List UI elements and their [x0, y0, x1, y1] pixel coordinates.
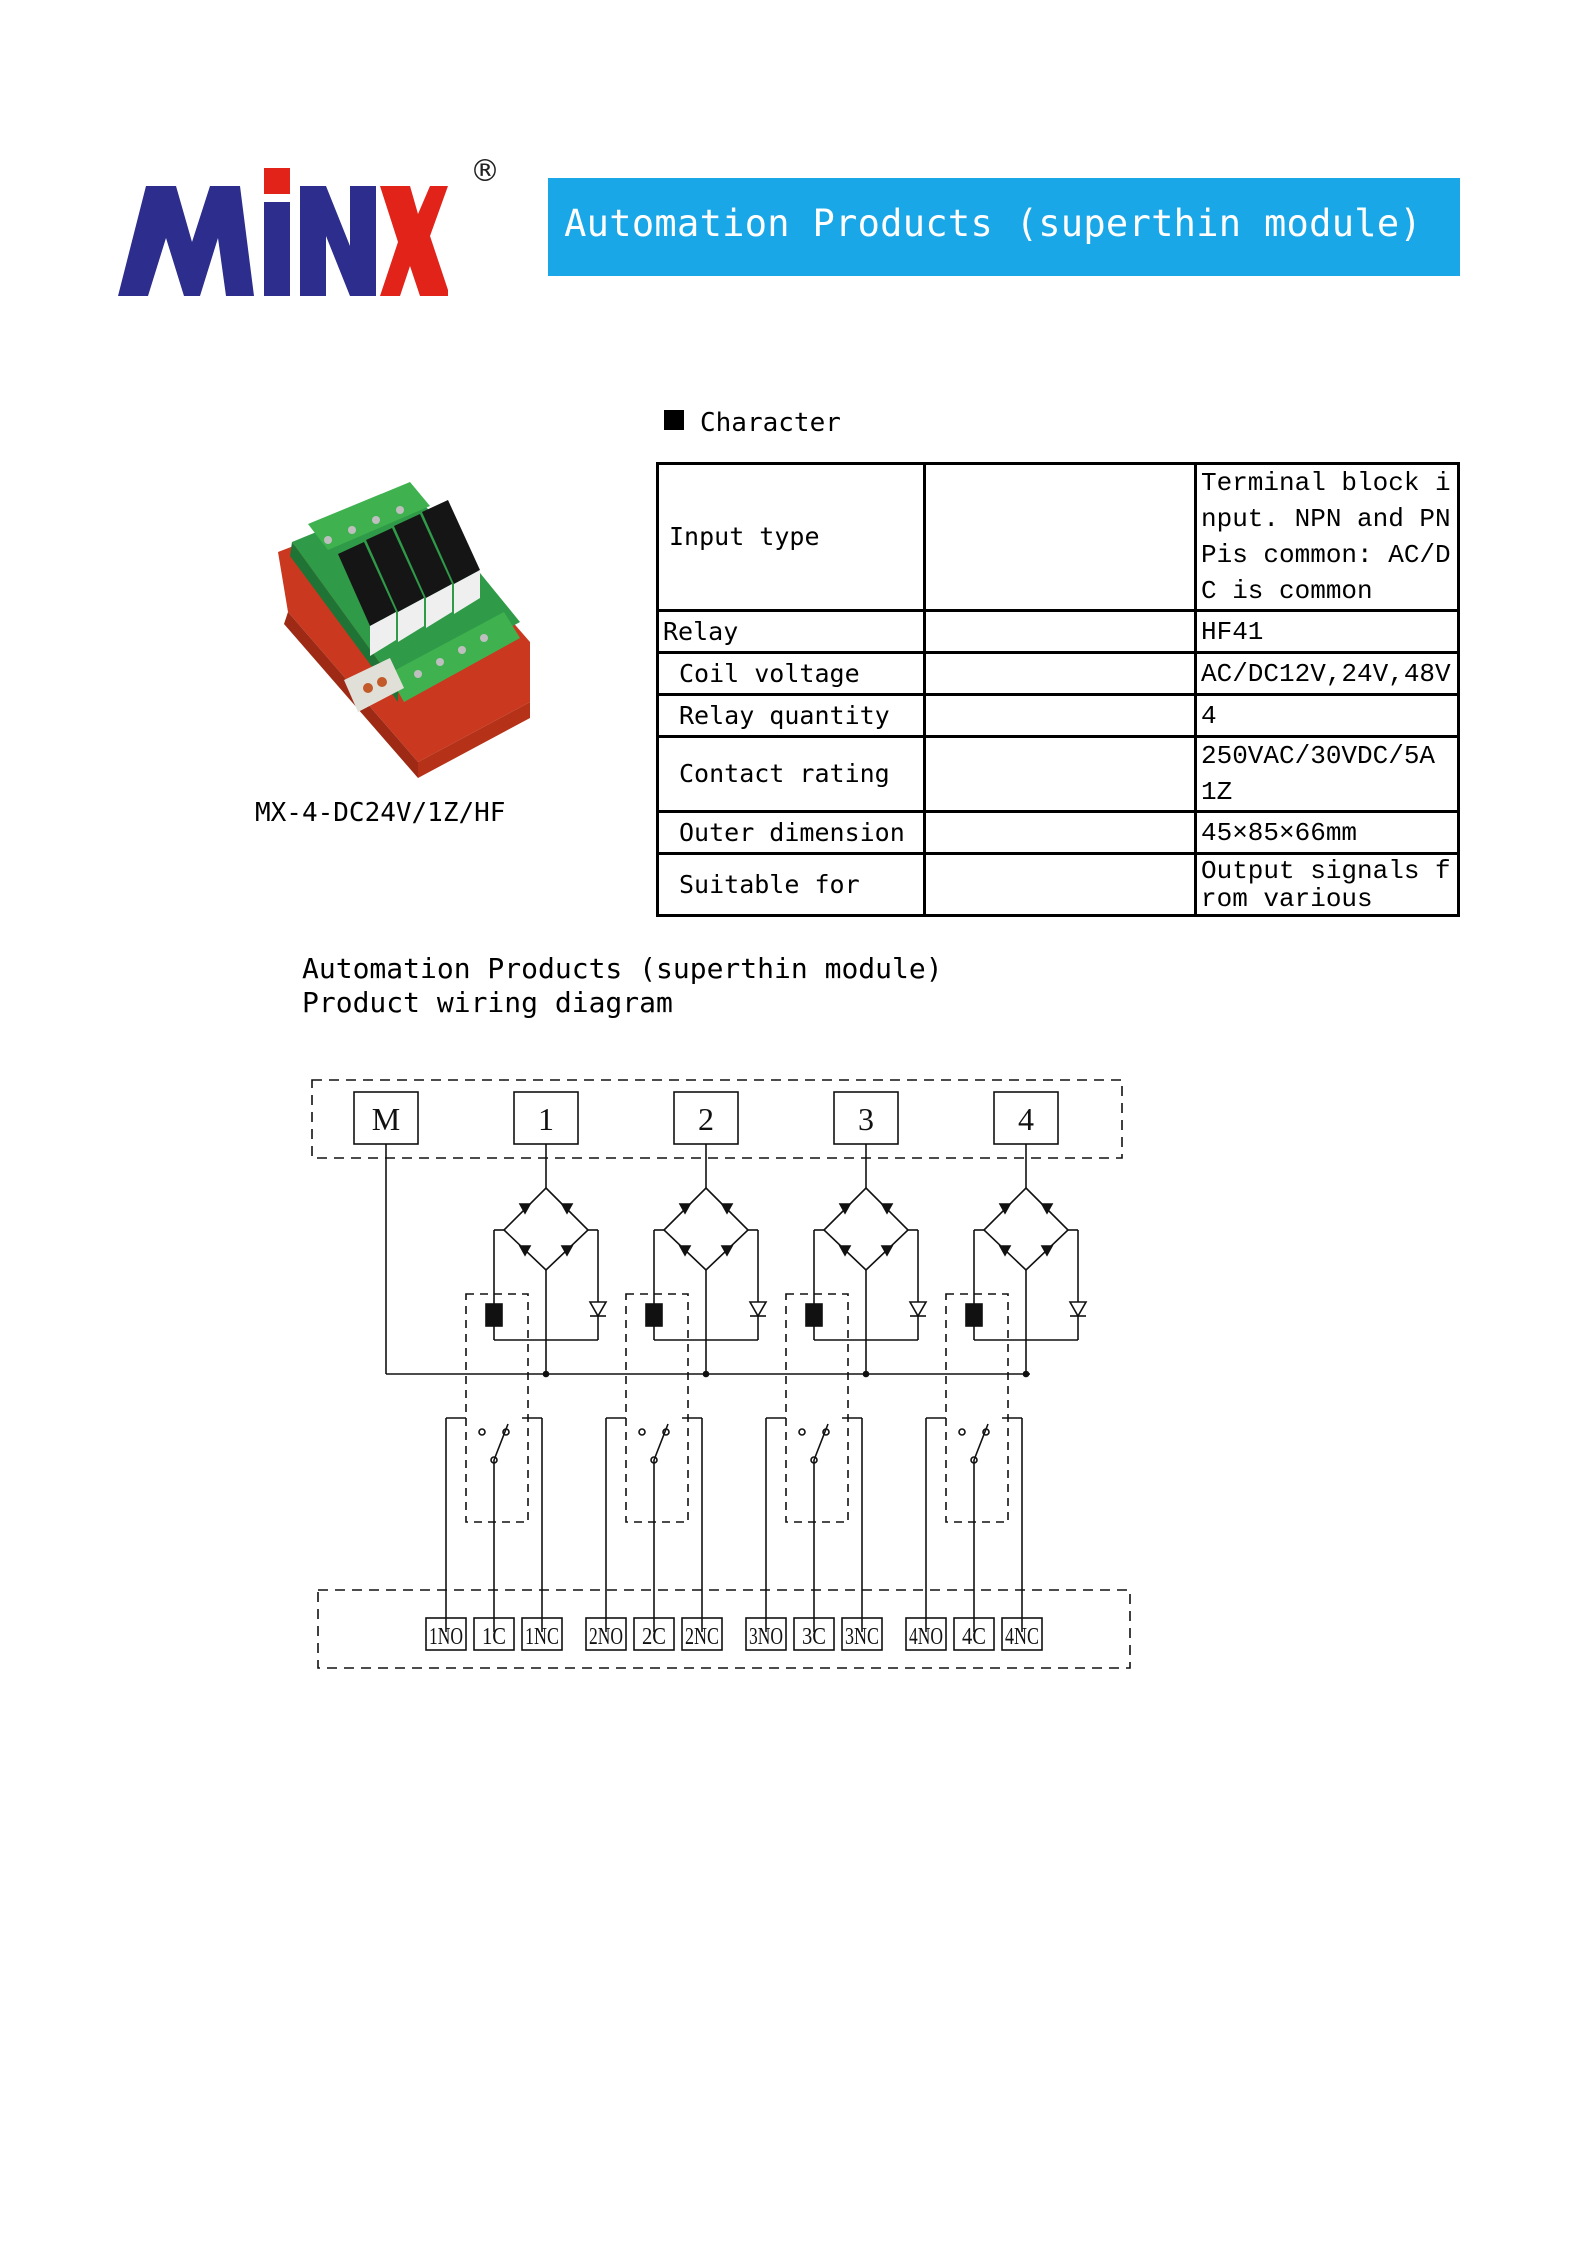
junction-dot: [864, 1372, 869, 1377]
led-icon: [590, 1302, 606, 1316]
relay-enclosure: [626, 1294, 688, 1522]
output-terminal-label: 3NC: [845, 1624, 879, 1650]
row-label: Outer dimension: [658, 812, 925, 854]
square-bullet-icon: [664, 410, 684, 430]
bridge-rectifier: [664, 1188, 748, 1270]
table-row: [658, 812, 1459, 854]
output-terminal-label: 4NO: [909, 1624, 943, 1650]
row-value: 45×85×66mm: [1196, 812, 1459, 854]
row-value: 250VAC/30VDC/5A 1Z: [1196, 737, 1459, 812]
switch-blade: [654, 1424, 668, 1460]
output-terminal-label: 1C: [482, 1624, 506, 1650]
row-middle: [925, 653, 1196, 695]
relay-coil-icon: [486, 1304, 502, 1326]
contact-terminal: [959, 1429, 965, 1435]
character-heading: [664, 408, 841, 438]
led-icon: [910, 1302, 926, 1316]
registered-mark: ®: [470, 154, 500, 189]
relay-coil-icon: [646, 1304, 662, 1326]
relay-coil-icon: [806, 1304, 822, 1326]
row-middle: [925, 611, 1196, 653]
table-row: [658, 464, 1459, 611]
junction-dot: [1024, 1372, 1029, 1377]
table-row: [658, 737, 1459, 812]
junction-dot: [704, 1372, 709, 1377]
switch-blade: [814, 1424, 828, 1460]
row-label: Relay: [658, 611, 925, 653]
wire-layer: [312, 1080, 1130, 1668]
output-terminal-label: 1NC: [525, 1624, 559, 1650]
banner-title: Automation Products (superthin module): [564, 202, 1422, 245]
diagram-heading-line2: Product wiring diagram: [302, 986, 673, 1019]
table-row: [658, 653, 1459, 695]
bridge-rectifier: [824, 1188, 908, 1270]
table-row: [658, 854, 1459, 916]
diagram-heading-line1: Automation Products (superthin module): [302, 952, 943, 985]
input-terminal-label: M: [371, 1101, 401, 1137]
input-terminal-label: 2: [698, 1101, 714, 1137]
table-row: [658, 611, 1459, 653]
title-banner: [548, 178, 1460, 276]
switch-blade: [974, 1424, 988, 1460]
row-value: HF41: [1196, 611, 1459, 653]
output-terminal-label: 3C: [802, 1624, 826, 1650]
character-table: [656, 462, 1460, 917]
relay-enclosure: [946, 1294, 1008, 1522]
output-terminal-label: 3NO: [749, 1624, 783, 1650]
product-photo: [268, 462, 538, 782]
relay-enclosure: [466, 1294, 528, 1522]
relay-coil-icon: [966, 1304, 982, 1326]
row-value: Output signals from various: [1196, 854, 1459, 916]
contact-terminal: [479, 1429, 485, 1435]
minxi-logo: [118, 168, 448, 300]
row-value: Terminal block input. NPN and PNPis common: AC/DC is common: [1196, 464, 1459, 611]
row-label: Relay quantity: [658, 695, 925, 737]
input-terminal-label: 3: [858, 1101, 874, 1137]
row-middle: [925, 812, 1196, 854]
row-middle: [925, 854, 1196, 916]
output-terminal-label: 1NO: [429, 1624, 463, 1650]
output-terminal-label: 4NC: [1005, 1624, 1039, 1650]
bridge-rectifier: [984, 1188, 1068, 1270]
switch-blade: [494, 1424, 508, 1460]
character-heading-text: Character: [700, 408, 841, 438]
row-value: AC/DC12V,24V,48V: [1196, 653, 1459, 695]
bridge-rectifier: [504, 1188, 588, 1270]
output-terminal-label: 2NC: [685, 1624, 719, 1650]
row-middle: [925, 464, 1196, 611]
relay-enclosure: [786, 1294, 848, 1522]
row-middle: [925, 695, 1196, 737]
row-middle: [925, 737, 1196, 812]
contact-terminal: [799, 1429, 805, 1435]
output-terminal-label: 2C: [642, 1624, 666, 1650]
input-terminal-label: 4: [1018, 1101, 1034, 1137]
led-icon: [750, 1302, 766, 1316]
row-label: Input type: [658, 464, 925, 611]
input-terminal-label: 1: [538, 1101, 554, 1137]
diagram-heading: [302, 952, 943, 1020]
model-caption: MX-4-DC24V/1Z/HF: [255, 798, 506, 828]
junction-dot: [544, 1372, 549, 1377]
output-terminal-label: 4C: [962, 1624, 986, 1650]
wiring-diagram: [300, 1070, 1150, 1690]
led-icon: [1070, 1302, 1086, 1316]
row-label: Contact rating: [658, 737, 925, 812]
output-terminal-label: 2NO: [589, 1624, 623, 1650]
row-value: 4: [1196, 695, 1459, 737]
contact-terminal: [639, 1429, 645, 1435]
row-label: Suitable for: [658, 854, 925, 916]
row-label: Coil voltage: [658, 653, 925, 695]
table-row: [658, 695, 1459, 737]
